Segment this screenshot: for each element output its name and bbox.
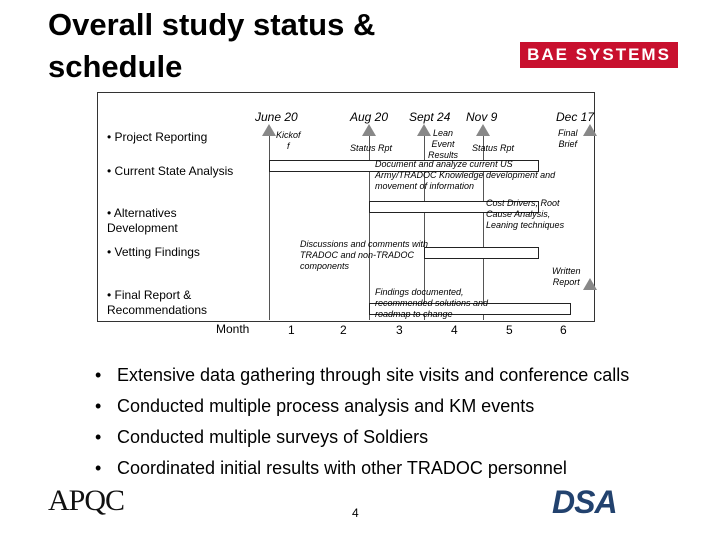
- bae-systems-logo: BAE SYSTEMS: [520, 42, 678, 68]
- milestone-kickoff-label: Kickof f: [276, 130, 301, 151]
- milestone-status-rpt-2-label: Status Rpt: [472, 143, 515, 153]
- bullet-item: • Coordinated initial results with other TRADOC personnel: [95, 453, 629, 484]
- bullet-list: [95, 360, 629, 484]
- bullet-item: • Conducted multiple process analysis and KM events: [95, 391, 629, 422]
- apqc-logo: APQC: [48, 484, 125, 517]
- month-2: 2: [340, 323, 347, 337]
- date-line-june20: [269, 130, 270, 320]
- note-alternatives: Cost Drivers, Root Cause Analysis, Leaning techniques: [486, 198, 565, 230]
- bullet-dot-icon: •: [95, 396, 102, 416]
- date-dec17: Dec 17: [556, 110, 595, 124]
- bullet-item: • Extensive data gathering through site visits and conference calls: [95, 360, 629, 391]
- date-line-aug20: [369, 130, 370, 320]
- page-number: 4: [352, 506, 359, 520]
- row-current-state-analysis: • Current State Analysis: [107, 164, 234, 178]
- milestone-written-report-label: Written Report: [552, 266, 581, 287]
- date-aug20: Aug 20: [350, 110, 389, 124]
- row-alternatives-development: • Alternatives Development: [107, 206, 178, 235]
- bullet-item: • Conducted multiple surveys of Soldiers: [95, 422, 629, 453]
- row-final-report: • Final Report & Recommendations: [107, 288, 208, 317]
- bar-vetting: [424, 247, 539, 259]
- date-nov9: Nov 9: [466, 110, 498, 124]
- title-line-2: schedule: [48, 49, 183, 84]
- date-sept24: Sept 24: [409, 110, 451, 124]
- month-3: 3: [396, 323, 403, 337]
- month-4: 4: [451, 323, 458, 337]
- milestone-final-brief-icon: [583, 124, 597, 136]
- note-final: Findings documented, recommended solutions and roadmap to change: [375, 287, 489, 319]
- month-5: 5: [506, 323, 513, 337]
- row-project-reporting: • Project Reporting: [107, 130, 208, 144]
- date-june20: June 20: [255, 110, 298, 124]
- note-current-state: Document and analyze current US Army/TRADOC Knowledge development and movement of information: [375, 159, 556, 191]
- month-label: Month: [216, 322, 250, 336]
- milestone-lean-event-label: Lean Event Results: [428, 128, 459, 160]
- bullet-dot-icon: •: [95, 365, 102, 385]
- milestone-kickoff-icon: [262, 124, 276, 136]
- month-6: 6: [560, 323, 567, 337]
- month-1: 1: [288, 323, 295, 337]
- page-title: [48, 4, 375, 88]
- title-line-1: Overall study status &: [48, 7, 376, 42]
- milestone-status-rpt-1-icon: [362, 124, 376, 136]
- dsa-logo: DSA: [552, 484, 617, 520]
- milestone-status-rpt-2-icon: [476, 124, 490, 136]
- bullet-dot-icon: •: [95, 427, 102, 447]
- bullet-dot-icon: •: [95, 458, 102, 478]
- milestone-status-rpt-1-label: Status Rpt: [350, 143, 393, 153]
- note-vetting: Discussions and comments with TRADOC and non-TRADOC components: [300, 239, 429, 271]
- milestone-final-brief-label: Final Brief: [558, 128, 578, 149]
- milestone-written-report-icon: [583, 278, 597, 290]
- row-vetting-findings: • Vetting Findings: [107, 245, 200, 259]
